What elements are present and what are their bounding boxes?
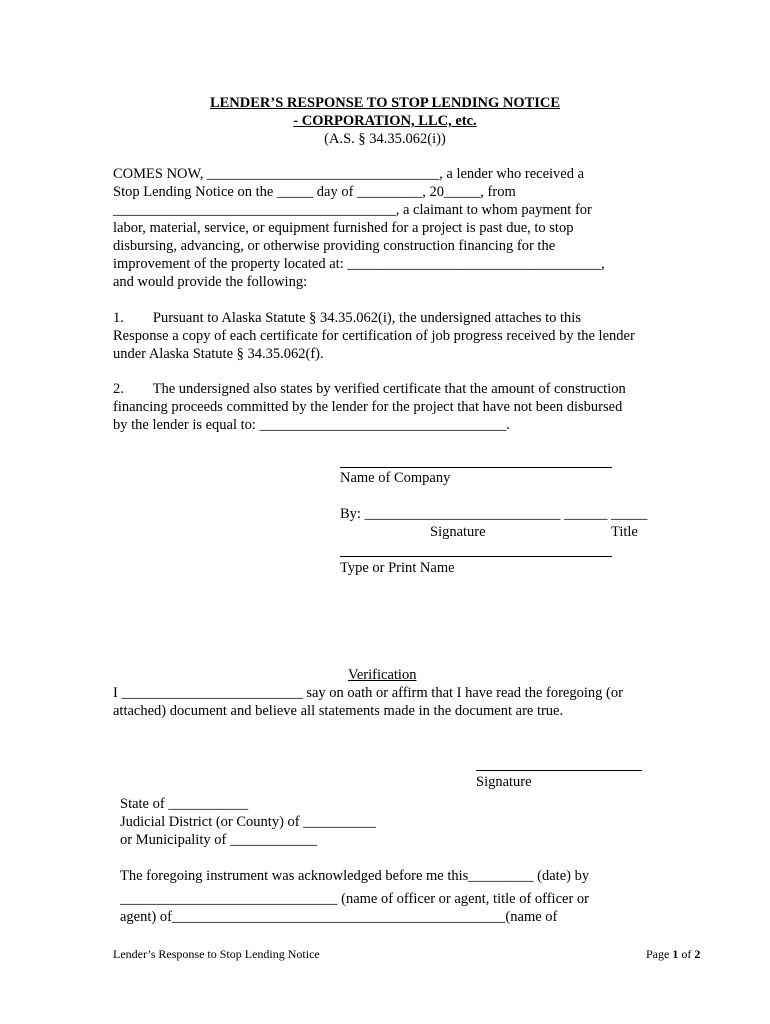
paragraph-2-line-1: 2. The undersigned also states by verified certificate that the amount of construction — [113, 381, 626, 397]
company-name-label: Name of Company — [340, 470, 451, 486]
venue-state: State of ___________ — [120, 796, 249, 812]
company-name-rule — [340, 467, 612, 468]
total-pages: 2 — [694, 947, 701, 961]
document-title: LENDER’S RESPONSE TO STOP LENDING NOTICE — [209, 95, 561, 111]
intro-line-1: COMES NOW, ________________________________, a lender who received a — [113, 166, 585, 182]
statute-reference: (A.S. § 34.35.062(i)) — [324, 131, 446, 147]
footer-document-title: Lender’s Response to Stop Lending Notice — [113, 947, 320, 961]
paragraph-2-line-3: by the lender is equal to: __________________________________. — [113, 417, 510, 433]
paragraph-2-line-2: financing proceeds committed by the lender for the project that have not been disbursed — [113, 399, 623, 415]
intro-line-6: improvement of the property located at: ___________________________________, — [113, 256, 605, 272]
paragraph-1-line-3: under Alaska Statute § 34.35.062(f). — [113, 346, 324, 362]
paragraph-1-line-1: 1. Pursuant to Alaska Statute § 34.35.062(i), the undersigned attaches to this — [113, 310, 581, 326]
current-page: 1 — [672, 947, 679, 961]
intro-line-7: and would provide the following: — [113, 274, 308, 290]
venue-district: Judicial District (or County) of __________ — [120, 814, 376, 830]
verification-line-2: attached) document and believe all statements made in the document are true. — [113, 703, 564, 719]
verification-line-1: I _________________________ say on oath or affirm that I have read the foregoing (or — [113, 685, 623, 701]
signature-label: Signature — [430, 524, 486, 540]
footer-page-number — [646, 945, 700, 963]
by-signature-line: By: ___________________________ ______ _____ — [340, 506, 648, 522]
paragraph-1-line-2: Response a copy of each certificate for certification of job progress received by the lender — [113, 328, 635, 344]
title-label: Title — [611, 524, 638, 540]
intro-line-2: Stop Lending Notice on the _____ day of _________, 20_____, from — [113, 184, 516, 200]
intro-line-3: _______________________________________, a claimant to whom payment for — [113, 202, 592, 218]
intro-line-5: disbursing, advancing, or otherwise providing construction financing for the — [113, 238, 556, 254]
acknowledgment-line-1: The foregoing instrument was acknowledged before me this_________ (date) by — [120, 868, 590, 884]
verification-signature-rule — [476, 770, 642, 771]
page-prefix: Page — [646, 947, 673, 961]
verification-heading: Verification — [348, 667, 417, 683]
print-name-rule — [340, 556, 612, 557]
verification-signature-label: Signature — [476, 774, 532, 790]
acknowledgment-line-3: agent) of______________________________________________(name of — [120, 909, 558, 925]
venue-municipality: or Municipality of ____________ — [120, 832, 317, 848]
acknowledgment-line-2: ______________________________ (name of officer or agent, title of officer or — [120, 891, 589, 907]
intro-line-4: labor, material, service, or equipment furnished for a project is past due, to stop — [113, 220, 574, 236]
print-name-label: Type or Print Name — [340, 560, 455, 576]
page-of: of — [678, 947, 695, 961]
document-subtitle: - CORPORATION, LLC, etc. — [293, 113, 477, 129]
